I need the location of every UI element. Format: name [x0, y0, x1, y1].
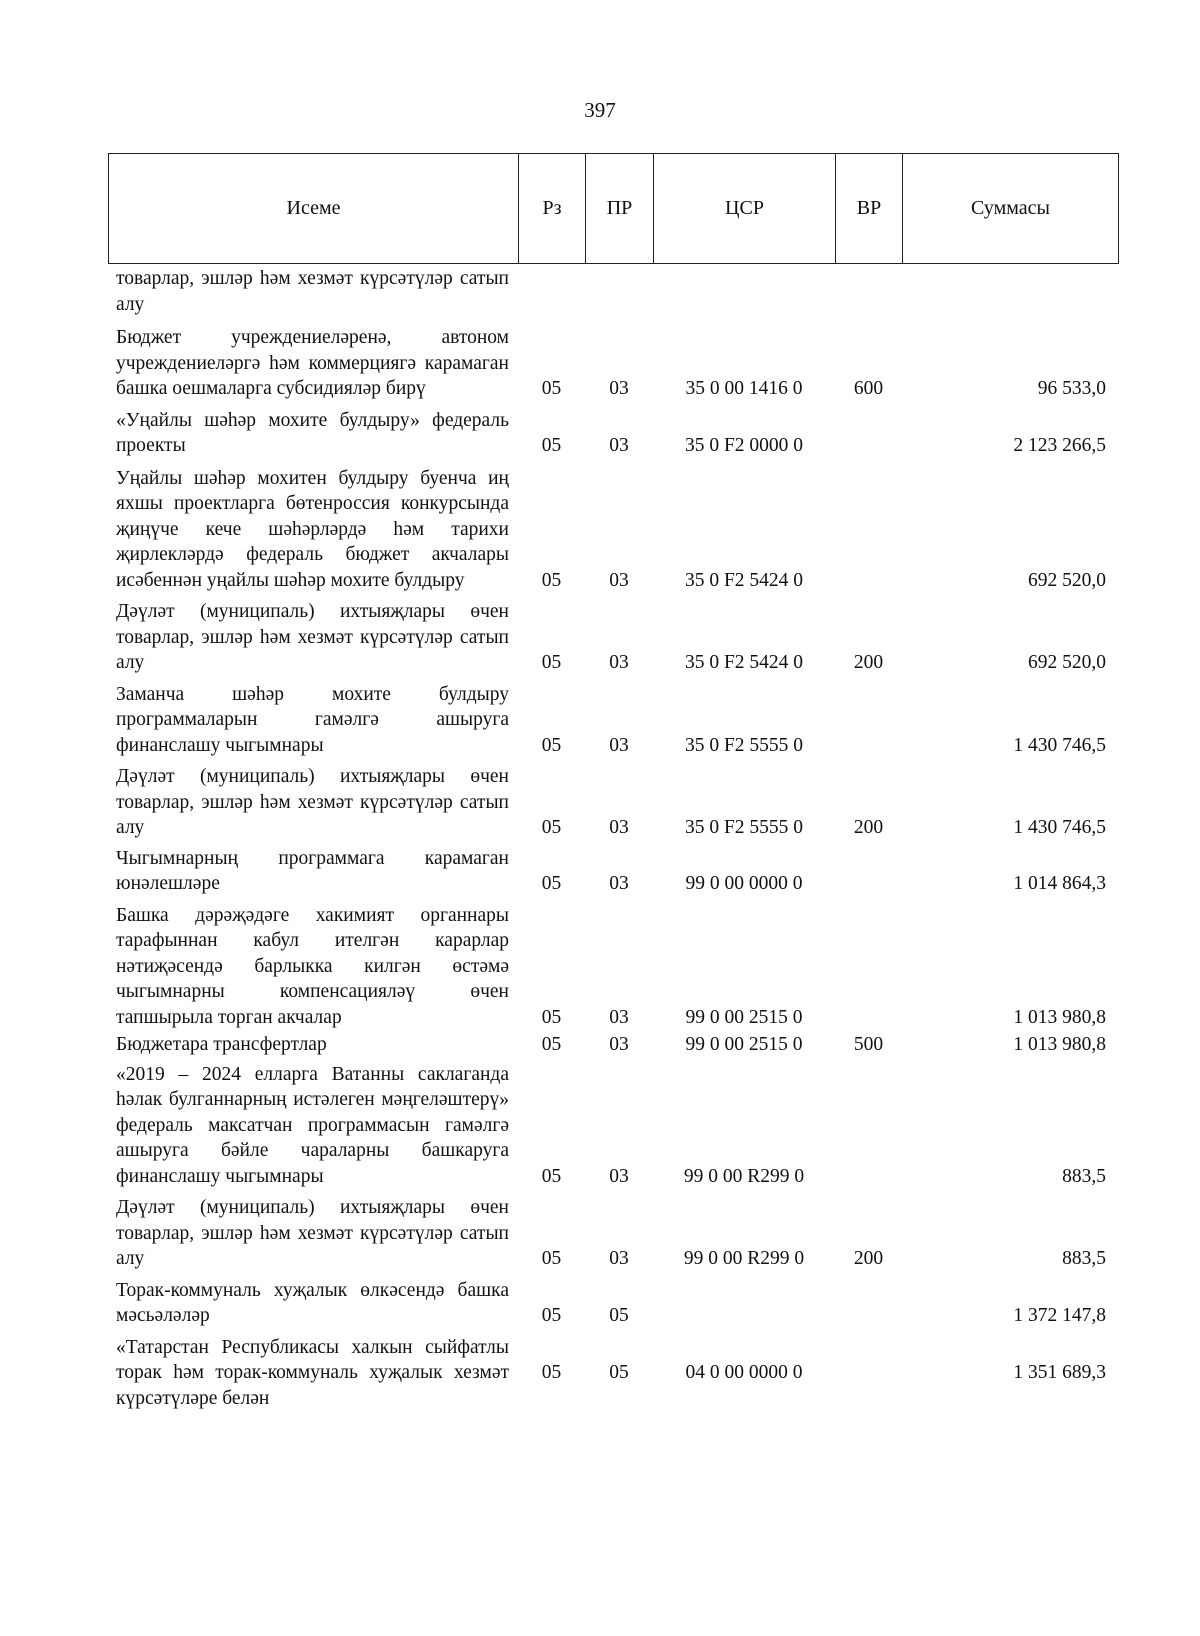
cell-pr: 03 — [609, 1006, 629, 1028]
cell-rz: 05 — [541, 1165, 562, 1187]
cell-name: Торак-коммуналь хуҗалык өлкәсендә башка мәсьәләләр — [116, 1279, 509, 1326]
cell-vr: 200 — [853, 817, 884, 838]
cell-sum: 1 013 980,8 — [1013, 1034, 1106, 1055]
cell-vr: 500 — [853, 1034, 884, 1055]
cell-name: Башка дәрәҗәдәге хакимият органнары тарафыннан кабул ителгән карарлар нәтиҗәсендә барлыкка килгән өстәмә чыгымнарны компенсацияләү өчен тапшырыла торган акчалар — [116, 904, 509, 1028]
cell-name: Уңайлы шәһәр мохитен булдыру буенча иң яхшы проектларга бөтенроссия конкурсында җиңүче кече шәһәрләрдә һәм тарихи җирлекләрдә федераль бюджет акчалары исәбеннән уңайлы шәһәр мохите булдыру — [116, 467, 509, 591]
cell-name: Бюджетара трансфертлар — [116, 1034, 327, 1055]
table-row — [108, 408, 1118, 459]
table-row — [108, 1195, 1118, 1272]
cell-csr: 99 0 00 R299 0 — [683, 1248, 805, 1269]
cell-pr: 03 — [609, 873, 629, 894]
cell-csr: 35 0 F2 5555 0 — [684, 734, 804, 756]
table-row — [108, 599, 1118, 676]
cell-rz: 05 — [541, 1248, 562, 1269]
cell-rz: 05 — [541, 1305, 562, 1326]
cell-pr: 03 — [609, 1165, 629, 1187]
cell-sum: 883,5 — [1062, 1248, 1106, 1269]
table-row — [108, 466, 1118, 594]
table-row — [108, 1278, 1118, 1329]
column-header-name: Исеме — [109, 154, 519, 264]
cell-name: товарлар, эшләр һәм хезмәт күрсәтүләр сатып алу — [116, 268, 509, 315]
cell-sum: 1 351 689,3 — [1013, 1362, 1106, 1383]
table-row — [108, 903, 1118, 1031]
cell-name: Бюджет учреждениеләренә, автоном учреждениеләргә һәм коммерциягә карамаган башка оешмаларга субсидияләр бирү — [116, 327, 509, 399]
cell-sum: 1 430 746,5 — [1013, 817, 1106, 838]
cell-rz: 05 — [541, 569, 562, 591]
cell-pr: 03 — [609, 1248, 629, 1269]
table-row — [108, 1062, 1118, 1190]
cell-name: Заманча шәһәр мохите булдыру программаларын гамәлгә ашыруга финанслашу чыгымнары — [116, 683, 509, 756]
cell-pr: 03 — [609, 817, 629, 838]
cell-pr: 03 — [609, 652, 629, 673]
cell-csr: 99 0 00 0000 0 — [685, 873, 803, 894]
cell-rz: 05 — [541, 817, 562, 838]
table-row — [108, 1335, 1118, 1412]
cell-rz: 05 — [541, 378, 562, 399]
cell-name: Дәүләт (муниципаль) ихтыяҗлары өчен товарлар, эшләр һәм хезмәт күрсәтүләр сатып алу — [116, 1197, 509, 1269]
cell-rz: 05 — [541, 652, 562, 673]
cell-sum: 692 520,0 — [1028, 569, 1106, 591]
cell-csr: 35 0 00 1416 0 — [685, 378, 803, 399]
cell-name: «Уңайлы шәһәр мохите булдыру» федераль проекты — [116, 409, 509, 456]
cell-pr: 03 — [609, 435, 629, 456]
cell-name: Дәүләт (муниципаль) ихтыяҗлары өчен товарлар, эшләр һәм хезмәт күрсәтүләр сатып алу — [116, 766, 509, 838]
cell-csr: 99 0 00 2515 0 — [685, 1006, 803, 1028]
cell-name: «2019 – 2024 елларга Ватанны саклаганда һәлак булганнарның истәлеген мәңгеләштерү» федераль максатчан программасын гамәлгә ашыруга бәйле чараларны башкаруга финанслашу чыгымнары — [116, 1063, 509, 1187]
cell-pr: 03 — [609, 569, 629, 591]
column-header-csr: ЦСР — [654, 154, 836, 264]
cell-csr: 35 0 F2 5555 0 — [684, 817, 804, 838]
cell-csr: 35 0 F2 5424 0 — [684, 652, 804, 673]
cell-sum: 96 533,0 — [1037, 378, 1106, 399]
cell-rz: 05 — [541, 1034, 562, 1055]
table-header — [108, 153, 1119, 264]
cell-rz: 05 — [541, 1006, 562, 1028]
cell-rz: 05 — [541, 734, 562, 756]
cell-csr: 04 0 00 0000 0 — [685, 1362, 803, 1383]
column-header-pr: ПР — [586, 154, 654, 264]
cell-csr: 35 0 F2 5424 0 — [684, 569, 804, 591]
cell-pr: 03 — [609, 378, 629, 399]
table-row — [108, 846, 1118, 897]
cell-name: Чыгымнарның программага карамаган юнәлешләре — [116, 847, 509, 894]
column-header-rz: Рз — [519, 154, 586, 264]
cell-sum: 692 520,0 — [1028, 652, 1106, 673]
cell-pr: 03 — [609, 734, 629, 756]
cell-sum: 883,5 — [1062, 1165, 1106, 1187]
cell-csr: 99 0 00 2515 0 — [685, 1034, 803, 1055]
page-number: 397 — [584, 98, 616, 122]
cell-csr: 99 0 00 R299 0 — [683, 1165, 805, 1187]
cell-pr: 05 — [609, 1362, 629, 1383]
column-header-vr: ВР — [836, 154, 903, 264]
cell-sum: 1 013 980,8 — [1013, 1006, 1106, 1028]
cell-sum: 2 123 266,5 — [1013, 435, 1106, 456]
cell-sum: 1 372 147,8 — [1013, 1305, 1106, 1326]
table-row — [108, 764, 1118, 841]
cell-sum: 1 014 864,3 — [1013, 873, 1106, 894]
table-row — [108, 682, 1118, 759]
cell-pr: 05 — [609, 1305, 629, 1326]
cell-rz: 05 — [541, 435, 562, 456]
column-header-sum: Суммасы — [903, 154, 1119, 264]
cell-vr: 600 — [853, 378, 884, 399]
cell-sum: 1 430 746,5 — [1013, 734, 1106, 756]
table-row — [108, 325, 1118, 402]
cell-pr: 03 — [609, 1034, 629, 1055]
cell-name: Дәүләт (муниципаль) ихтыяҗлары өчен товарлар, эшләр һәм хезмәт күрсәтүләр сатып алу — [116, 601, 509, 673]
cell-vr: 200 — [853, 1248, 884, 1269]
cell-name: «Татарстан Республикасы халкын сыйфатлы торак һәм торак-коммуналь хуҗалык хезмәт күрсәтүләре белән — [116, 1336, 509, 1409]
cell-rz: 05 — [541, 1362, 562, 1383]
cell-vr: 200 — [853, 652, 884, 673]
cell-rz: 05 — [541, 873, 562, 894]
table-row — [108, 266, 1118, 317]
table-body — [108, 266, 1118, 1411]
cell-csr: 35 0 F2 0000 0 — [684, 435, 804, 456]
table-row — [108, 1032, 1118, 1058]
